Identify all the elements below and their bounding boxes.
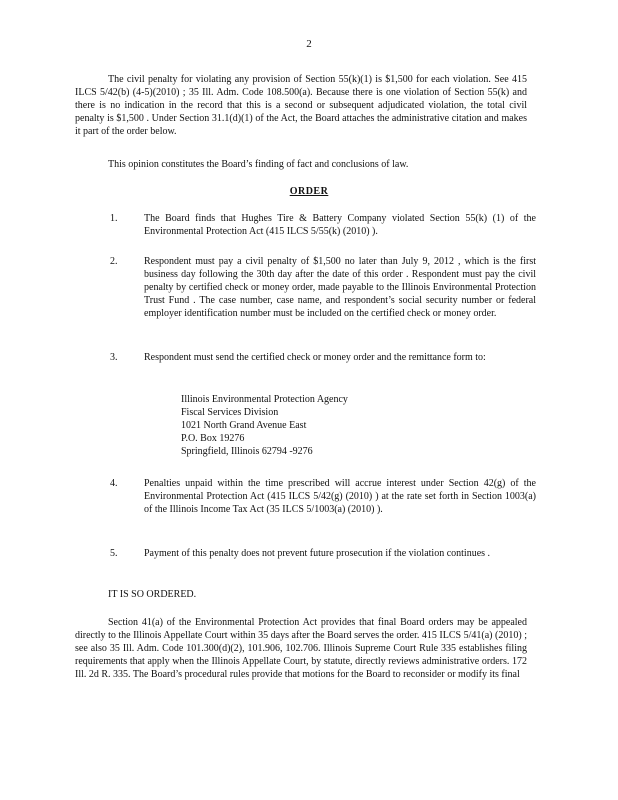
order-item-4-text: Penalties unpaid within the time prescribed will accrue interest under Section 42(g) of the Environmental Protection Act (415 ILCS 5/42(g) (2010) ) at the rate set forth in Section 1003(a) of the Illinois Income Tax Act (35 ILCS 5/1003(a) (2010) ). xyxy=(144,478,536,515)
address-line-street: 1021 North Grand Avenue East xyxy=(181,420,307,431)
order-item-2-number: 2. xyxy=(110,256,118,267)
order-item-5-number: 5. xyxy=(110,548,118,559)
order-heading: ORDER xyxy=(289,186,329,197)
address-line-agency: Illinois Environmental Protection Agency xyxy=(181,394,348,405)
order-item-3-number: 3. xyxy=(110,352,118,363)
address-line-division: Fiscal Services Division xyxy=(181,407,279,418)
remittance-address xyxy=(181,393,348,458)
opinion-paragraph: This opinion constitutes the Board’s finding of fact and conclusions of law. xyxy=(108,159,409,170)
order-item-1-number: 1. xyxy=(110,213,118,224)
penalty-paragraph-text: The civil penalty for violating any provision of Section 55(k)(1) is $1,500 for each violation. See 415 ILCS 5/42(b) (4-5)(2010) ; 35 Ill. Adm. Code 108.500(a). Because there is one violation of Section 55(k) and there is no indication in the record that this is a second or subsequent adjudicated violation, the total civil penalty is $1,500 . Under Section 31.1(d)(1) of the Act, the Board attaches the administrative citation and makes it part of the order below. xyxy=(75,74,527,137)
order-item-2-text: Respondent must pay a civil penalty of $1,500 no later than July 9, 2012 , which is the first business day following the 30th day after the date of this order . Respondent must pay the civil penalty by certified check or money order, made payable to the Illinois Environmental Protection Trust Fund . The case number, case name, and respondent’s social security number or federal employer identification number must be included on the certified check or money order. xyxy=(144,256,536,319)
order-item-4-number: 4. xyxy=(110,478,118,489)
appeal-paragraph xyxy=(75,616,527,681)
order-item-1-text: The Board finds that Hughes Tire & Battery Company violated Section 55(k) (1) of the Environmental Protection Act (415 ILCS 5/55(k) (2010) ). xyxy=(144,213,536,237)
so-ordered-statement: IT IS SO ORDERED. xyxy=(108,589,197,600)
order-item-3-text: Respondent must send the certified check or money order and the remittance form to: xyxy=(144,352,486,363)
order-item-5-text: Payment of this penalty does not prevent future prosecution if the violation continues . xyxy=(144,548,491,559)
penalty-paragraph xyxy=(75,73,527,138)
address-line-po-box: P.O. Box 19276 xyxy=(181,433,245,444)
appeal-paragraph-text: Section 41(a) of the Environmental Protection Act provides that final Board orders may be appealed directly to the Illinois Appellate Court within 35 days after the Board serves the order. 415 ILCS 5/41(a) (2010) ; see also 35 Ill. Adm. Code 101.300(d)(2), 101.906, 102.706. Illinois Supreme Court Rule 335 establishes filing requirements that apply when the Illinois Appellate Court, by statute, directly reviews administrative orders. 172 Ill. 2d R. 335. The Board’s procedural rules provide that motions for the Board to reconsider or modify its final xyxy=(75,617,527,680)
page-number: 2 xyxy=(306,38,312,50)
address-line-city: Springfield, Illinois 62794 -9276 xyxy=(181,446,313,457)
